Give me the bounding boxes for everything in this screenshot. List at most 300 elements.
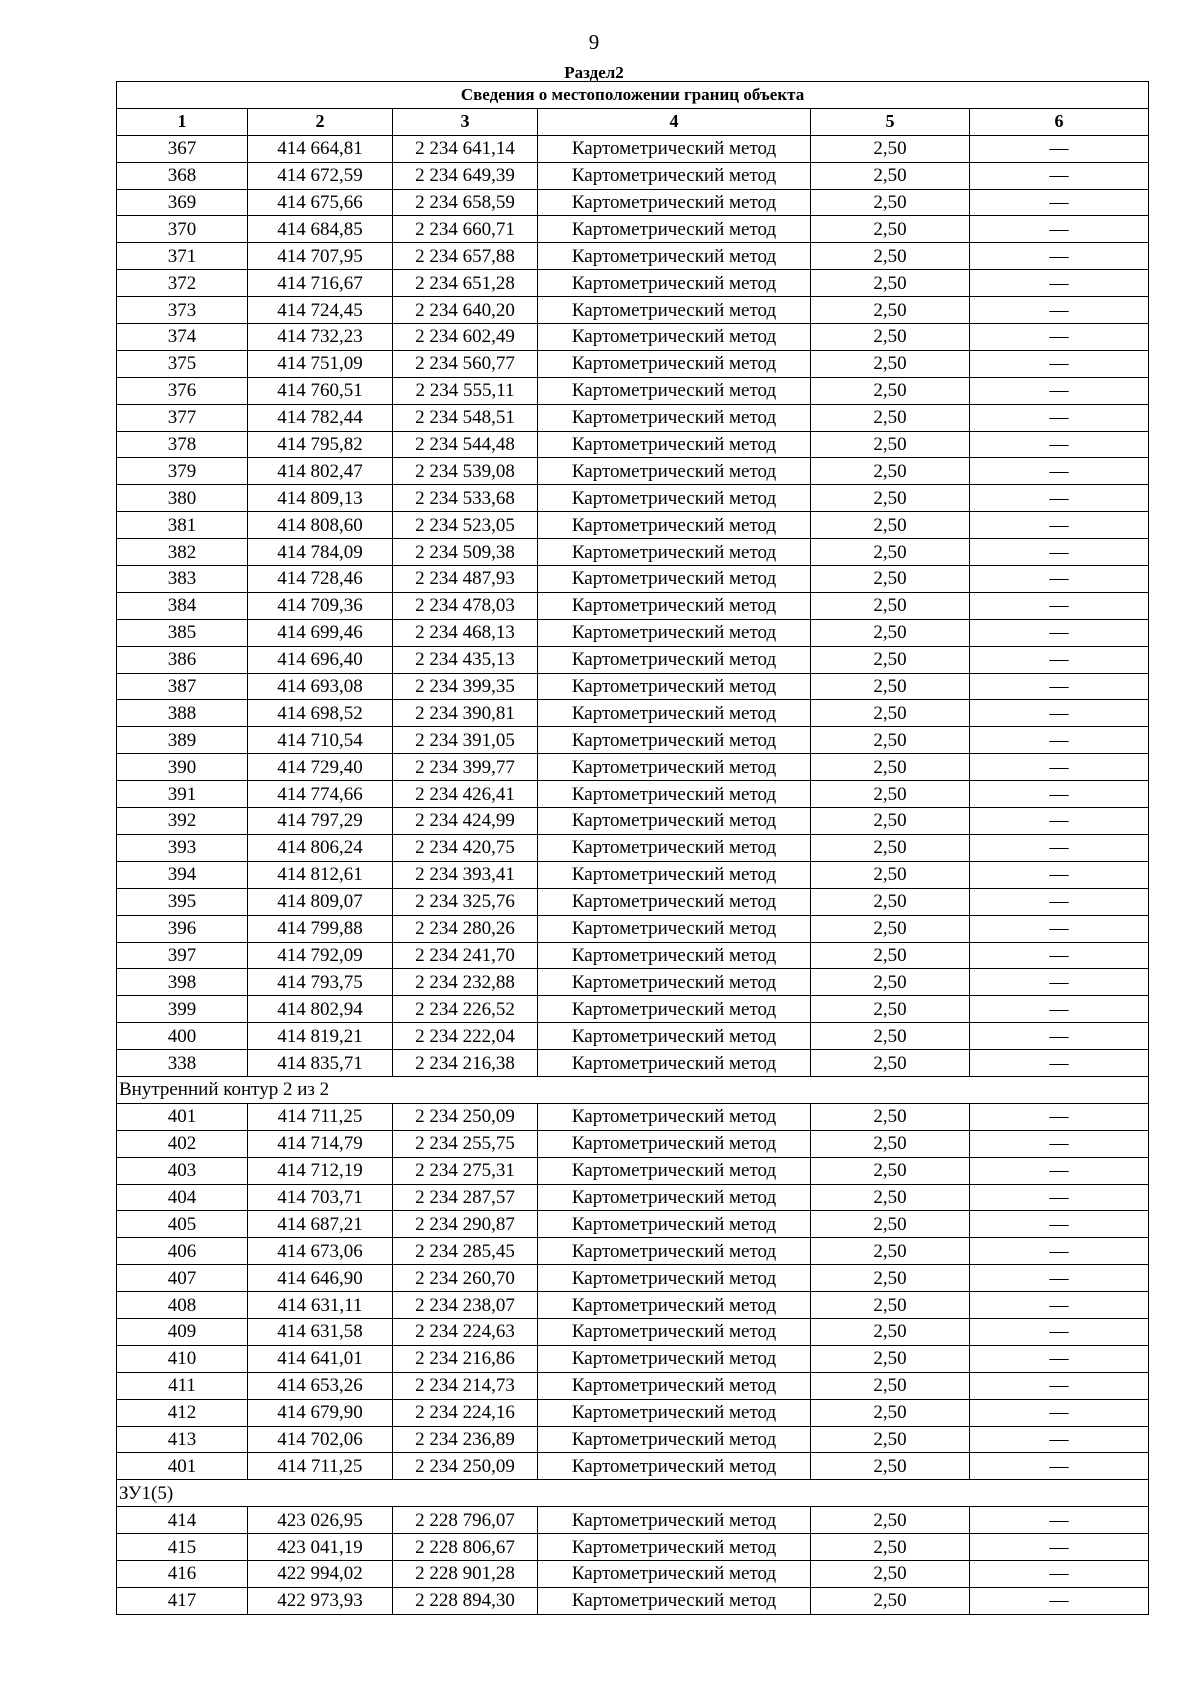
description-cell: — <box>970 1130 1149 1157</box>
x-coordinate-cell: 414 673,06 <box>248 1238 393 1265</box>
y-coordinate-cell: 2 234 399,77 <box>393 754 538 781</box>
point-number-cell: 383 <box>117 566 248 593</box>
x-coordinate-cell: 414 802,94 <box>248 996 393 1023</box>
table-row <box>117 216 1149 243</box>
method-cell: Картометрический метод <box>538 888 811 915</box>
table-row <box>117 189 1149 216</box>
point-number-cell: 402 <box>117 1130 248 1157</box>
y-coordinate-cell: 2 234 325,76 <box>393 888 538 915</box>
point-number-cell: 338 <box>117 1050 248 1077</box>
column-header: 3 <box>393 108 538 135</box>
accuracy-cell: 2,50 <box>811 431 970 458</box>
x-coordinate-cell: 414 729,40 <box>248 754 393 781</box>
description-cell: — <box>970 458 1149 485</box>
x-coordinate-cell: 414 684,85 <box>248 216 393 243</box>
y-coordinate-cell: 2 234 238,07 <box>393 1292 538 1319</box>
description-cell: — <box>970 350 1149 377</box>
x-coordinate-cell: 414 799,88 <box>248 915 393 942</box>
description-cell: — <box>970 162 1149 189</box>
group-row <box>117 1076 1149 1103</box>
accuracy-cell: 2,50 <box>811 1345 970 1372</box>
method-cell: Картометрический метод <box>538 512 811 539</box>
x-coordinate-cell: 414 703,71 <box>248 1184 393 1211</box>
point-number-cell: 403 <box>117 1157 248 1184</box>
point-number-cell: 416 <box>117 1560 248 1587</box>
table-row <box>117 700 1149 727</box>
table-row <box>117 1103 1149 1130</box>
x-coordinate-cell: 414 712,19 <box>248 1157 393 1184</box>
y-coordinate-cell: 2 234 287,57 <box>393 1184 538 1211</box>
point-number-cell: 393 <box>117 834 248 861</box>
method-cell: Картометрический метод <box>538 915 811 942</box>
method-cell: Картометрический метод <box>538 727 811 754</box>
y-coordinate-cell: 2 234 216,38 <box>393 1050 538 1077</box>
column-header: 2 <box>248 108 393 135</box>
point-number-cell: 391 <box>117 781 248 808</box>
accuracy-cell: 2,50 <box>811 566 970 593</box>
table-row <box>117 243 1149 270</box>
accuracy-cell: 2,50 <box>811 808 970 835</box>
column-header-row <box>117 108 1149 135</box>
description-cell: — <box>970 1587 1149 1614</box>
description-cell: — <box>970 404 1149 431</box>
method-cell: Картометрический метод <box>538 1587 811 1614</box>
description-cell: — <box>970 834 1149 861</box>
description-cell: — <box>970 619 1149 646</box>
table-row <box>117 1238 1149 1265</box>
accuracy-cell: 2,50 <box>811 1211 970 1238</box>
y-coordinate-cell: 2 234 214,73 <box>393 1372 538 1399</box>
method-cell: Картометрический метод <box>538 1023 811 1050</box>
y-coordinate-cell: 2 234 426,41 <box>393 781 538 808</box>
x-coordinate-cell: 414 835,71 <box>248 1050 393 1077</box>
x-coordinate-cell: 414 641,01 <box>248 1345 393 1372</box>
y-coordinate-cell: 2 234 548,51 <box>393 404 538 431</box>
y-coordinate-cell: 2 234 424,99 <box>393 808 538 835</box>
x-coordinate-cell: 414 808,60 <box>248 512 393 539</box>
point-number-cell: 381 <box>117 512 248 539</box>
method-cell: Картометрический метод <box>538 1265 811 1292</box>
point-number-cell: 400 <box>117 1023 248 1050</box>
method-cell: Картометрический метод <box>538 1372 811 1399</box>
point-number-cell: 401 <box>117 1453 248 1480</box>
y-coordinate-cell: 2 234 232,88 <box>393 969 538 996</box>
y-coordinate-cell: 2 234 285,45 <box>393 1238 538 1265</box>
x-coordinate-cell: 414 687,21 <box>248 1211 393 1238</box>
description-cell: — <box>970 512 1149 539</box>
description-cell: — <box>970 673 1149 700</box>
x-coordinate-cell: 414 696,40 <box>248 646 393 673</box>
y-coordinate-cell: 2 234 555,11 <box>393 377 538 404</box>
description-cell: — <box>970 324 1149 351</box>
accuracy-cell: 2,50 <box>811 162 970 189</box>
accuracy-cell: 2,50 <box>811 216 970 243</box>
x-coordinate-cell: 414 698,52 <box>248 700 393 727</box>
table-row <box>117 1184 1149 1211</box>
table-row <box>117 539 1149 566</box>
table-caption: Сведения о местоположении границ объекта <box>117 82 1149 109</box>
table-row <box>117 969 1149 996</box>
page-number: 9 <box>588 30 600 54</box>
table-row <box>117 888 1149 915</box>
group-row <box>117 1480 1149 1507</box>
point-number-cell: 397 <box>117 942 248 969</box>
point-number-cell: 408 <box>117 1292 248 1319</box>
accuracy-cell: 2,50 <box>811 1103 970 1130</box>
x-coordinate-cell: 414 751,09 <box>248 350 393 377</box>
x-coordinate-cell: 414 724,45 <box>248 297 393 324</box>
accuracy-cell: 2,50 <box>811 781 970 808</box>
table-row <box>117 1453 1149 1480</box>
description-cell: — <box>970 592 1149 619</box>
method-cell: Картометрический метод <box>538 808 811 835</box>
accuracy-cell: 2,50 <box>811 834 970 861</box>
point-number-cell: 386 <box>117 646 248 673</box>
method-cell: Картометрический метод <box>538 1399 811 1426</box>
method-cell: Картометрический метод <box>538 1238 811 1265</box>
point-number-cell: 379 <box>117 458 248 485</box>
description-cell: — <box>970 1399 1149 1426</box>
y-coordinate-cell: 2 234 660,71 <box>393 216 538 243</box>
method-cell: Картометрический метод <box>538 700 811 727</box>
table-row <box>117 350 1149 377</box>
x-coordinate-cell: 414 782,44 <box>248 404 393 431</box>
x-coordinate-cell: 414 793,75 <box>248 969 393 996</box>
method-cell: Картометрический метод <box>538 781 811 808</box>
point-number-cell: 367 <box>117 135 248 162</box>
x-coordinate-cell: 414 774,66 <box>248 781 393 808</box>
y-coordinate-cell: 2 234 560,77 <box>393 350 538 377</box>
table-row <box>117 996 1149 1023</box>
method-cell: Картометрический метод <box>538 1103 811 1130</box>
x-coordinate-cell: 414 631,58 <box>248 1318 393 1345</box>
table-row <box>117 834 1149 861</box>
method-cell: Картометрический метод <box>538 1453 811 1480</box>
description-cell: — <box>970 1184 1149 1211</box>
method-cell: Картометрический метод <box>538 1130 811 1157</box>
x-coordinate-cell: 414 784,09 <box>248 539 393 566</box>
table-row <box>117 754 1149 781</box>
table-row <box>117 297 1149 324</box>
y-coordinate-cell: 2 234 280,26 <box>393 915 538 942</box>
x-coordinate-cell: 423 026,95 <box>248 1507 393 1534</box>
y-coordinate-cell: 2 234 509,38 <box>393 539 538 566</box>
y-coordinate-cell: 2 234 544,48 <box>393 431 538 458</box>
y-coordinate-cell: 2 234 241,70 <box>393 942 538 969</box>
description-cell: — <box>970 566 1149 593</box>
method-cell: Картометрический метод <box>538 673 811 700</box>
x-coordinate-cell: 414 714,79 <box>248 1130 393 1157</box>
accuracy-cell: 2,50 <box>811 135 970 162</box>
accuracy-cell: 2,50 <box>811 404 970 431</box>
point-number-cell: 412 <box>117 1399 248 1426</box>
method-cell: Картометрический метод <box>538 162 811 189</box>
method-cell: Картометрический метод <box>538 566 811 593</box>
description-cell: — <box>970 781 1149 808</box>
y-coordinate-cell: 2 234 640,20 <box>393 297 538 324</box>
x-coordinate-cell: 414 702,06 <box>248 1426 393 1453</box>
description-cell: — <box>970 431 1149 458</box>
point-number-cell: 406 <box>117 1238 248 1265</box>
y-coordinate-cell: 2 234 236,89 <box>393 1426 538 1453</box>
method-cell: Картометрический метод <box>538 324 811 351</box>
point-number-cell: 409 <box>117 1318 248 1345</box>
accuracy-cell: 2,50 <box>811 754 970 781</box>
x-coordinate-cell: 414 710,54 <box>248 727 393 754</box>
accuracy-cell: 2,50 <box>811 1399 970 1426</box>
x-coordinate-cell: 423 041,19 <box>248 1534 393 1561</box>
point-number-cell: 396 <box>117 915 248 942</box>
x-coordinate-cell: 414 732,23 <box>248 324 393 351</box>
table-row <box>117 512 1149 539</box>
y-coordinate-cell: 2 234 224,63 <box>393 1318 538 1345</box>
y-coordinate-cell: 2 234 649,39 <box>393 162 538 189</box>
table-row <box>117 673 1149 700</box>
description-cell: — <box>970 1157 1149 1184</box>
point-number-cell: 395 <box>117 888 248 915</box>
description-cell: — <box>970 243 1149 270</box>
accuracy-cell: 2,50 <box>811 189 970 216</box>
y-coordinate-cell: 2 234 478,03 <box>393 592 538 619</box>
x-coordinate-cell: 414 679,90 <box>248 1399 393 1426</box>
x-coordinate-cell: 414 792,09 <box>248 942 393 969</box>
x-coordinate-cell: 414 653,26 <box>248 1372 393 1399</box>
group-label: Внутренний контур 2 из 2 <box>117 1076 1149 1103</box>
x-coordinate-cell: 414 693,08 <box>248 673 393 700</box>
table-row <box>117 942 1149 969</box>
y-coordinate-cell: 2 234 487,93 <box>393 566 538 593</box>
y-coordinate-cell: 2 234 260,70 <box>393 1265 538 1292</box>
x-coordinate-cell: 414 797,29 <box>248 808 393 835</box>
table-row <box>117 1587 1149 1614</box>
table-row <box>117 1265 1149 1292</box>
y-coordinate-cell: 2 228 796,07 <box>393 1507 538 1534</box>
accuracy-cell: 2,50 <box>811 1372 970 1399</box>
description-cell: — <box>970 808 1149 835</box>
x-coordinate-cell: 414 819,21 <box>248 1023 393 1050</box>
table-row <box>117 619 1149 646</box>
point-number-cell: 380 <box>117 485 248 512</box>
table-row <box>117 592 1149 619</box>
accuracy-cell: 2,50 <box>811 592 970 619</box>
method-cell: Картометрический метод <box>538 216 811 243</box>
accuracy-cell: 2,50 <box>811 1157 970 1184</box>
x-coordinate-cell: 414 711,25 <box>248 1453 393 1480</box>
description-cell: — <box>970 297 1149 324</box>
table-row <box>117 808 1149 835</box>
table-row <box>117 1426 1149 1453</box>
method-cell: Картометрический метод <box>538 135 811 162</box>
point-number-cell: 385 <box>117 619 248 646</box>
method-cell: Картометрический метод <box>538 1050 811 1077</box>
y-coordinate-cell: 2 234 539,08 <box>393 458 538 485</box>
y-coordinate-cell: 2 234 222,04 <box>393 1023 538 1050</box>
table-row <box>117 646 1149 673</box>
description-cell: — <box>970 1534 1149 1561</box>
description-cell: — <box>970 270 1149 297</box>
point-number-cell: 374 <box>117 324 248 351</box>
accuracy-cell: 2,50 <box>811 673 970 700</box>
accuracy-cell: 2,50 <box>811 1534 970 1561</box>
description-cell: — <box>970 1345 1149 1372</box>
method-cell: Картометрический метод <box>538 592 811 619</box>
table-row <box>117 431 1149 458</box>
group-label: ЗУ1(5) <box>117 1480 1149 1507</box>
column-header: 5 <box>811 108 970 135</box>
x-coordinate-cell: 414 711,25 <box>248 1103 393 1130</box>
y-coordinate-cell: 2 234 641,14 <box>393 135 538 162</box>
y-coordinate-cell: 2 234 658,59 <box>393 189 538 216</box>
description-cell: — <box>970 646 1149 673</box>
column-header: 1 <box>117 108 248 135</box>
method-cell: Картометрический метод <box>538 404 811 431</box>
table-row <box>117 1345 1149 1372</box>
table-caption-row <box>117 82 1149 109</box>
x-coordinate-cell: 414 646,90 <box>248 1265 393 1292</box>
accuracy-cell: 2,50 <box>811 1587 970 1614</box>
description-cell: — <box>970 1426 1149 1453</box>
table-row <box>117 1050 1149 1077</box>
accuracy-cell: 2,50 <box>811 969 970 996</box>
description-cell: — <box>970 1023 1149 1050</box>
y-coordinate-cell: 2 234 391,05 <box>393 727 538 754</box>
x-coordinate-cell: 414 795,82 <box>248 431 393 458</box>
table-row <box>117 1399 1149 1426</box>
table-row <box>117 162 1149 189</box>
table-row <box>117 1157 1149 1184</box>
method-cell: Картометрический метод <box>538 754 811 781</box>
point-number-cell: 389 <box>117 727 248 754</box>
y-coordinate-cell: 2 234 435,13 <box>393 646 538 673</box>
accuracy-cell: 2,50 <box>811 996 970 1023</box>
y-coordinate-cell: 2 228 806,67 <box>393 1534 538 1561</box>
accuracy-cell: 2,50 <box>811 539 970 566</box>
description-cell: — <box>970 1560 1149 1587</box>
y-coordinate-cell: 2 234 250,09 <box>393 1453 538 1480</box>
description-cell: — <box>970 969 1149 996</box>
method-cell: Картометрический метод <box>538 1184 811 1211</box>
description-cell: — <box>970 539 1149 566</box>
point-number-cell: 390 <box>117 754 248 781</box>
point-number-cell: 371 <box>117 243 248 270</box>
description-cell: — <box>970 915 1149 942</box>
table-row <box>117 1211 1149 1238</box>
description-cell: — <box>970 1318 1149 1345</box>
point-number-cell: 398 <box>117 969 248 996</box>
method-cell: Картометрический метод <box>538 646 811 673</box>
accuracy-cell: 2,50 <box>811 270 970 297</box>
y-coordinate-cell: 2 234 250,09 <box>393 1103 538 1130</box>
accuracy-cell: 2,50 <box>811 942 970 969</box>
description-cell: — <box>970 135 1149 162</box>
method-cell: Картометрический метод <box>538 350 811 377</box>
point-number-cell: 417 <box>117 1587 248 1614</box>
column-header: 4 <box>538 108 811 135</box>
method-cell: Картометрический метод <box>538 996 811 1023</box>
x-coordinate-cell: 422 973,93 <box>248 1587 393 1614</box>
point-number-cell: 413 <box>117 1426 248 1453</box>
y-coordinate-cell: 2 228 901,28 <box>393 1560 538 1587</box>
table-row <box>117 781 1149 808</box>
accuracy-cell: 2,50 <box>811 1507 970 1534</box>
point-number-cell: 384 <box>117 592 248 619</box>
column-header: 6 <box>970 108 1149 135</box>
table-row <box>117 915 1149 942</box>
description-cell: — <box>970 1050 1149 1077</box>
accuracy-cell: 2,50 <box>811 1426 970 1453</box>
description-cell: — <box>970 189 1149 216</box>
point-number-cell: 411 <box>117 1372 248 1399</box>
description-cell: — <box>970 700 1149 727</box>
point-number-cell: 407 <box>117 1265 248 1292</box>
y-coordinate-cell: 2 234 226,52 <box>393 996 538 1023</box>
point-number-cell: 399 <box>117 996 248 1023</box>
y-coordinate-cell: 2 234 602,49 <box>393 324 538 351</box>
y-coordinate-cell: 2 234 255,75 <box>393 1130 538 1157</box>
accuracy-cell: 2,50 <box>811 485 970 512</box>
description-cell: — <box>970 377 1149 404</box>
x-coordinate-cell: 414 812,61 <box>248 861 393 888</box>
accuracy-cell: 2,50 <box>811 512 970 539</box>
table-row <box>117 324 1149 351</box>
point-number-cell: 415 <box>117 1534 248 1561</box>
y-coordinate-cell: 2 234 468,13 <box>393 619 538 646</box>
table-row <box>117 404 1149 431</box>
table-row <box>117 566 1149 593</box>
method-cell: Картометрический метод <box>538 431 811 458</box>
method-cell: Картометрический метод <box>538 1534 811 1561</box>
description-cell: — <box>970 485 1149 512</box>
x-coordinate-cell: 414 675,66 <box>248 189 393 216</box>
table-row <box>117 1292 1149 1319</box>
description-cell: — <box>970 1211 1149 1238</box>
y-coordinate-cell: 2 234 651,28 <box>393 270 538 297</box>
point-number-cell: 387 <box>117 673 248 700</box>
description-cell: — <box>970 1265 1149 1292</box>
point-number-cell: 410 <box>117 1345 248 1372</box>
point-number-cell: 368 <box>117 162 248 189</box>
accuracy-cell: 2,50 <box>811 646 970 673</box>
method-cell: Картометрический метод <box>538 243 811 270</box>
x-coordinate-cell: 414 707,95 <box>248 243 393 270</box>
accuracy-cell: 2,50 <box>811 700 970 727</box>
x-coordinate-cell: 414 664,81 <box>248 135 393 162</box>
description-cell: — <box>970 1103 1149 1130</box>
method-cell: Картометрический метод <box>538 485 811 512</box>
coordinates-table <box>116 81 1149 1615</box>
description-cell: — <box>970 996 1149 1023</box>
accuracy-cell: 2,50 <box>811 727 970 754</box>
y-coordinate-cell: 2 234 399,35 <box>393 673 538 700</box>
accuracy-cell: 2,50 <box>811 1050 970 1077</box>
x-coordinate-cell: 414 699,46 <box>248 619 393 646</box>
x-coordinate-cell: 414 760,51 <box>248 377 393 404</box>
method-cell: Картометрический метод <box>538 377 811 404</box>
description-cell: — <box>970 754 1149 781</box>
description-cell: — <box>970 1453 1149 1480</box>
method-cell: Картометрический метод <box>538 1157 811 1184</box>
table-row <box>117 1507 1149 1534</box>
table-row <box>117 1130 1149 1157</box>
table-body <box>117 135 1149 1614</box>
accuracy-cell: 2,50 <box>811 888 970 915</box>
table-row <box>117 485 1149 512</box>
point-number-cell: 377 <box>117 404 248 431</box>
table-row <box>117 1560 1149 1587</box>
y-coordinate-cell: 2 234 390,81 <box>393 700 538 727</box>
table-row <box>117 1318 1149 1345</box>
y-coordinate-cell: 2 234 290,87 <box>393 1211 538 1238</box>
